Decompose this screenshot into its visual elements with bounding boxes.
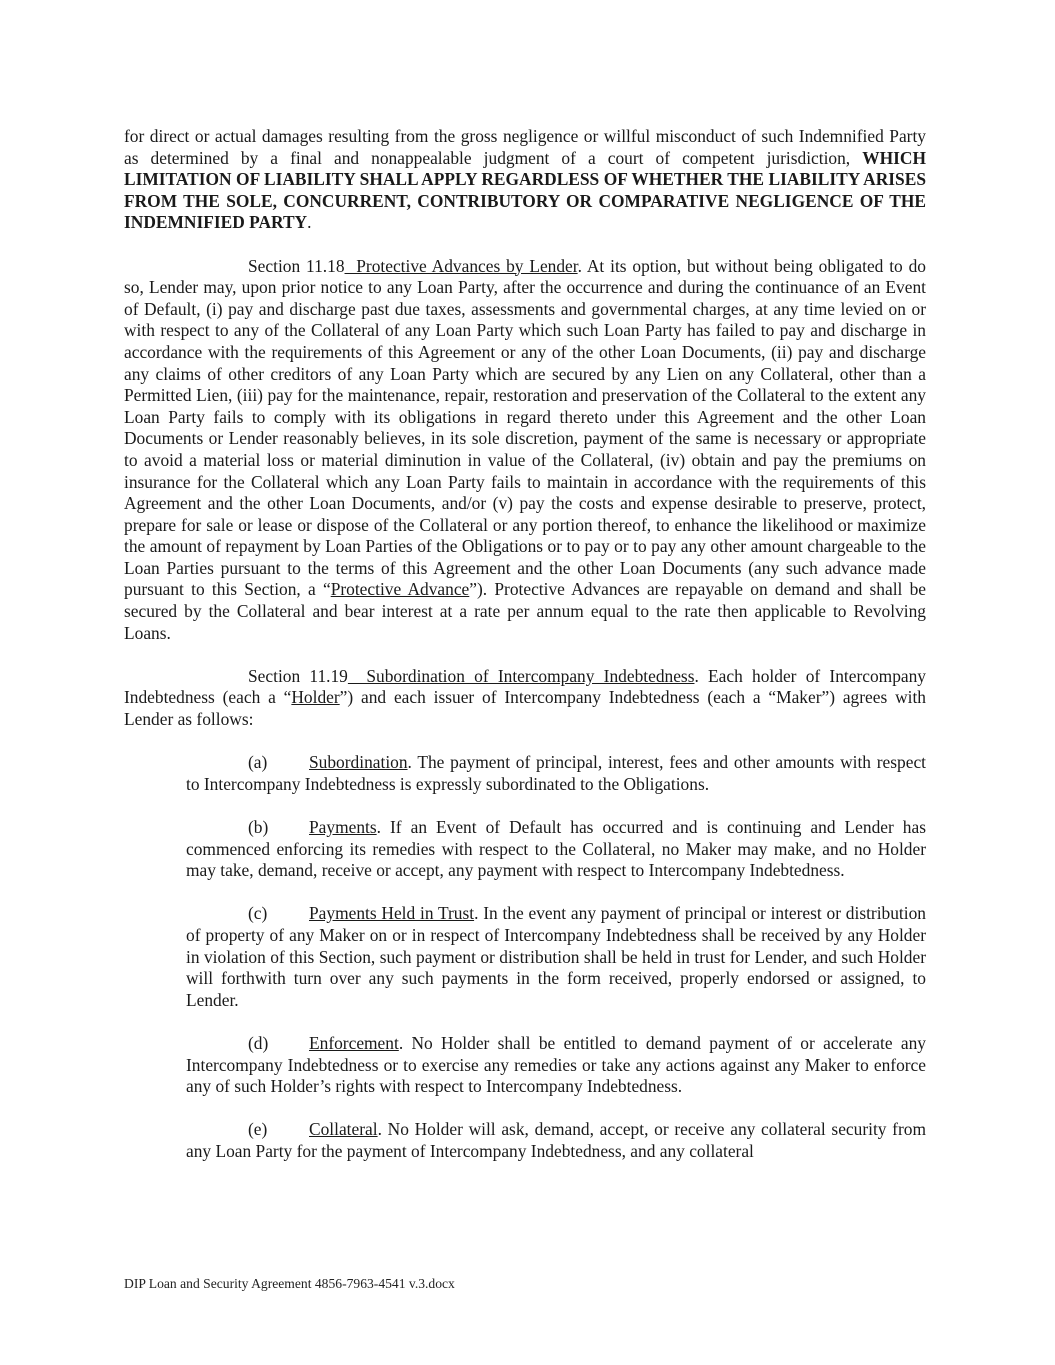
- document-page: [124, 126, 926, 1184]
- subsection-title: Collateral: [309, 1119, 378, 1140]
- subsection-text: . If an Event of Default has occurred and is continuing and Lender has commenced enforcing its remedies with respect to the Collateral, no Maker may make, and no Holder may take, demand, receive or accept, any payment with respect to Intercompany Indebtedness.: [186, 817, 926, 881]
- subsection-text: . No Holder shall be entitled to demand payment of or accelerate any Intercompany Indebtedness or to exercise any remedies or take any actions against any Maker to enforce any of such Holder’s rights with respect to Intercompany Indebtedness.: [186, 1032, 926, 1097]
- section-number: Section 11.18: [248, 255, 345, 276]
- subsection-text: . No Holder will ask, demand, accept, or receive any collateral security from any Loan Party for the payment of Intercompany Indebtedness, and any collateral: [186, 1119, 926, 1161]
- subsection-title: Subordination: [309, 752, 408, 773]
- section-title: Protective Advances by Lender: [344, 255, 578, 276]
- subsection-label: (d): [248, 1032, 269, 1053]
- paragraph-text: for direct or actual damages resulting from the gross negligence or willful misconduct of such Indemnified Party as determined by a final and nonappealable judgment of a court of competent jurisdiction,: [124, 126, 926, 168]
- section-body: . At its option, but without being obligated to do so, Lender may, upon prior notice to any Loan Party, after the occurrence and during the continuance of an Event of Default, (i) pay and discharge past due taxes, assessments and governmental charges, at any time levied on or with respect to any of the Collateral of any Loan Party which such Loan Party has failed to pay and discharge in accordance with the requirements of this Agreement or any of the other Loan Documents, (ii) pay and discharge any claims of other creditors of any Loan Party which are secured by any Lien on any Collateral, other than a Permitted Lien, (iii) pay for the maintenance, repair, restoration and preservation of the Collateral to the extent any Loan Party fails to comply with its obligations in regard thereto under this Agreement and the other Loan Documents or Lender reasonably believes, in its sole discretion, payment of the same is necessary or appropriate to avoid a material loss or material diminution in value of the Collateral, (iv) obtain and pay the premiums on insurance for the Collateral which any Loan Party fails to maintain in accordance with the requirements of this Agreement and the other Loan Documents, and/or (v) pay the costs and expense desirable to preserve, protect, prepare for sale or lease or dispose of the Collateral or any portion thereof, to enhance the likelihood or maximize the amount of repayment by Loan Parties of the Obligations or to pay or to pay any other amount chargeable to the Loan Parties pursuant to the terms of this Agreement and the other Loan Documents (any such advance made pursuant to this Section, a “: [124, 255, 926, 600]
- subsection-label: (b): [248, 817, 269, 837]
- subsection-title: Payments Held in Trust: [309, 903, 475, 924]
- subsection-c: [186, 903, 926, 1011]
- subsection-text: . The payment of principal, interest, fees and other amounts with respect to Intercompany Indebtedness is expressly subordinated to the Obligations.: [186, 752, 926, 794]
- subsection-title: Enforcement: [309, 1032, 399, 1053]
- subsection-b: [186, 817, 926, 882]
- section-body: . Each holder of Intercompany Indebtedness (each a “: [124, 665, 927, 708]
- subsection-title: Payments: [309, 817, 377, 837]
- subsection-text: . In the event any payment of principal or interest or distribution of property of any Maker on or in respect of Intercompany Indebtedness shall be received by any Holder in violation of this Section, such payment or distribution shall be held in trust for Lender, and such Holder will forthwith turn over any such payments in the form received, properly endorsed or assigned, to Lender.: [186, 903, 926, 1010]
- bold-limitation-clause: WHICH LIMITATION OF LIABILITY SHALL APPLY REGARDLESS OF WHETHER THE LIABILITY ARISES FROM THE SOLE, CONCURRENT, CONTRIBUTORY OR COMPARATIVE NEGLIGENCE OF THE INDEMNIFIED PARTY: [124, 147, 926, 233]
- subsection-e: [186, 1119, 926, 1162]
- section-body-continued: ”) and each issuer of Intercompany Indebtedness (each a “Maker”) agrees with Lender as follows:: [124, 687, 927, 730]
- paragraph-end: .: [307, 212, 312, 233]
- document-footer: DIP Loan and Security Agreement 4856-7963-4541 v.3.docx: [124, 1276, 455, 1291]
- section-body-continued: ”). Protective Advances are repayable on demand and shall be secured by the Collateral and bear interest at a rate per annum equal to the rate then applicable to Revolving Loans.: [124, 579, 927, 643]
- defined-term-holder: Holder: [291, 687, 340, 708]
- subsection-label: (a): [248, 752, 268, 773]
- section-11-19: [124, 666, 926, 731]
- subsection-label: (c): [248, 903, 268, 924]
- subsection-a: [186, 752, 926, 795]
- subsection-d: [186, 1033, 926, 1098]
- section-11-18: [124, 256, 926, 645]
- subsection-label: (e): [248, 1119, 268, 1140]
- section-number: Section 11.19: [248, 665, 348, 686]
- paragraph-indemnity-continuation: [124, 126, 926, 234]
- defined-term-protective-advance: Protective Advance: [330, 579, 470, 600]
- section-title: Subordination of Intercompany Indebtedness: [347, 665, 695, 686]
